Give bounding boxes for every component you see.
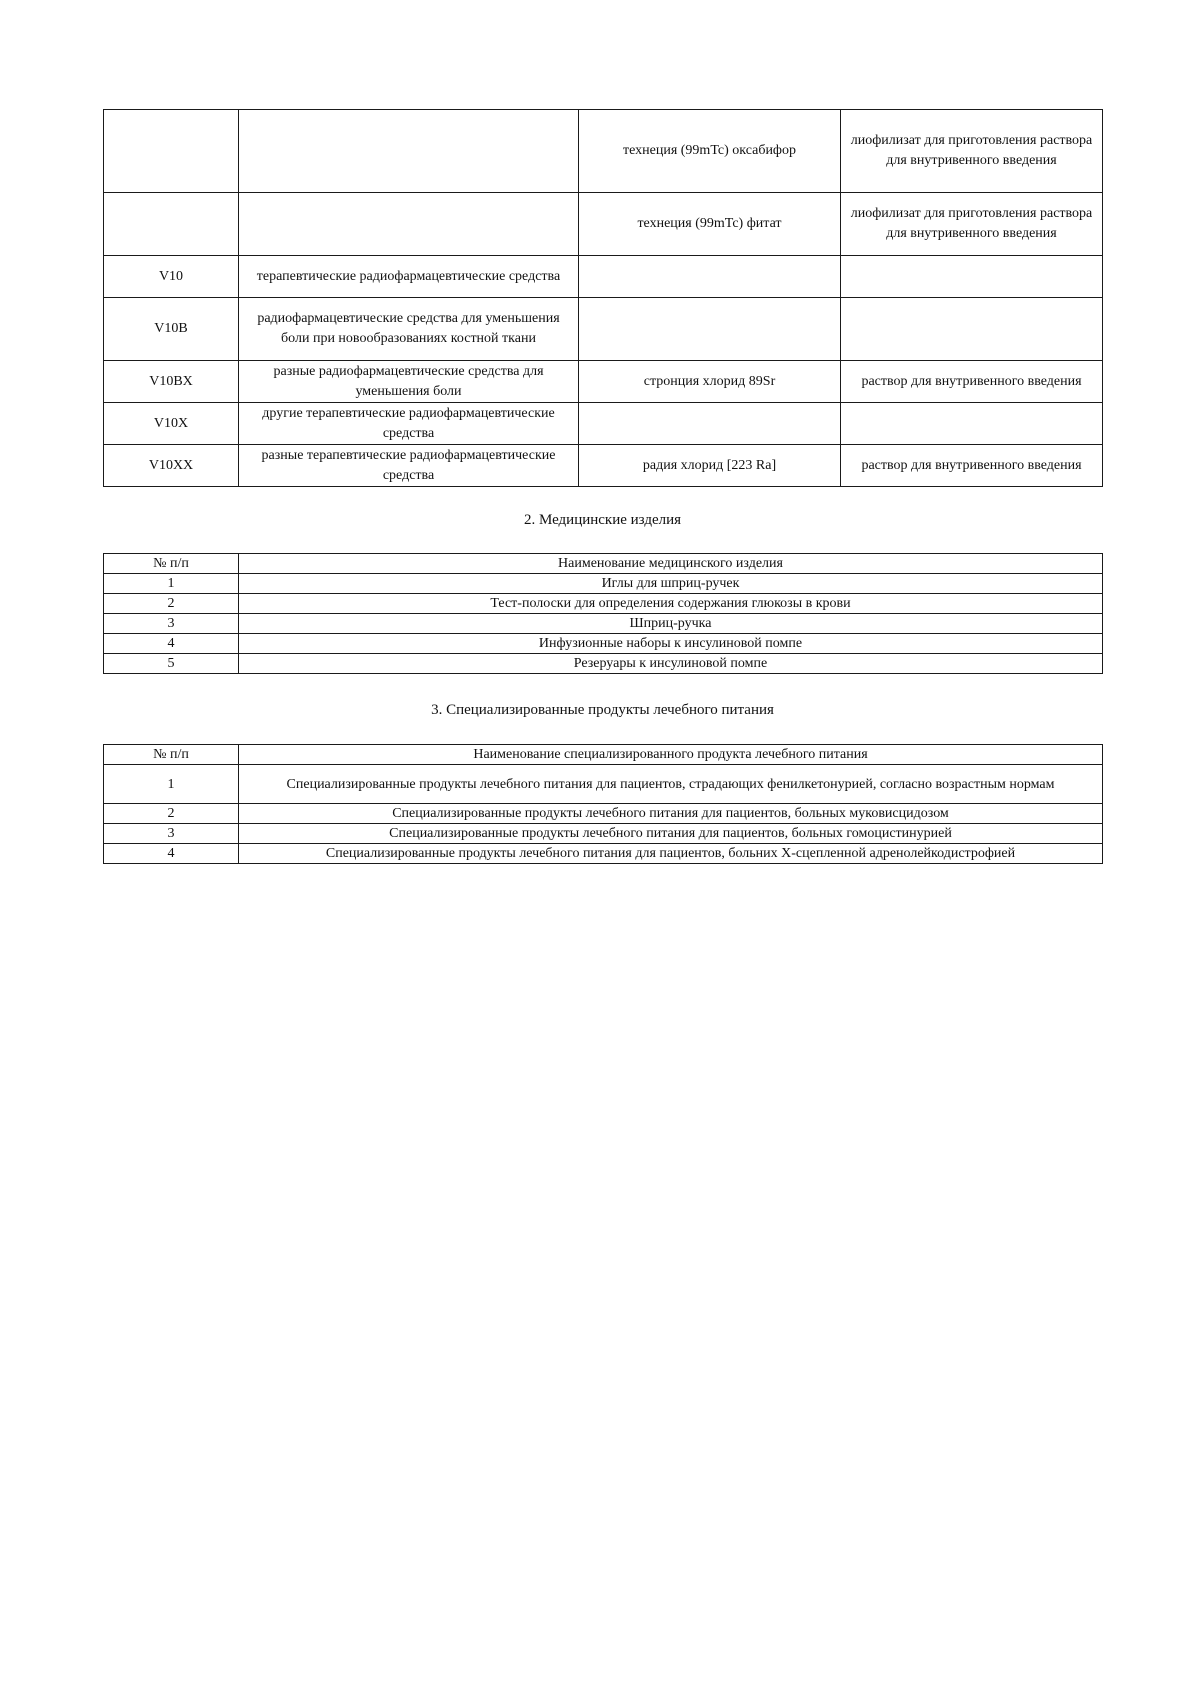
item-name-cell: Иглы для шприц-ручек — [239, 574, 1103, 594]
table-row — [104, 614, 1103, 634]
row-number-cell: 2 — [104, 594, 239, 614]
group-name-cell — [239, 193, 579, 256]
dosage-form-cell: раствор для внутривенного введения — [841, 445, 1103, 487]
dosage-form-cell — [841, 256, 1103, 298]
row-number-cell: 5 — [104, 654, 239, 674]
item-name-cell: Специализированные продукты лечебного питания для пациентов, страдающих фенилкетонурией, согласно возрастным нормам — [239, 765, 1103, 804]
drug-name-cell: радия хлорид [223 Ra] — [579, 445, 841, 487]
table-row — [104, 634, 1103, 654]
dosage-form-cell: раствор для внутривенного введения — [841, 361, 1103, 403]
table-row — [104, 765, 1103, 804]
nutrition-products-table — [103, 744, 1103, 864]
row-number-cell: 1 — [104, 574, 239, 594]
drug-name-cell: технеция (99mTc) фитат — [579, 193, 841, 256]
atc-code-cell: V10 — [104, 256, 239, 298]
column-header-number: № п/п — [104, 745, 239, 765]
atc-code-cell: V10XX — [104, 445, 239, 487]
table-row — [104, 844, 1103, 864]
item-name-cell: Шприц-ручка — [239, 614, 1103, 634]
row-number-cell: 3 — [104, 824, 239, 844]
table-row — [104, 445, 1103, 487]
item-name-cell: Специализированные продукты лечебного питания для пациентов, больных муковисцидозом — [239, 804, 1103, 824]
group-name-cell: другие терапевтические радиофармацевтические средства — [239, 403, 579, 445]
medical-devices-table — [103, 553, 1103, 674]
drug-table — [103, 109, 1103, 487]
section-title-nutrition-products: 3. Специализированные продукты лечебного питания — [431, 702, 774, 718]
row-number-cell: 4 — [104, 634, 239, 654]
drug-name-cell: технеция (99mTc) оксабифор — [579, 110, 841, 193]
table-row — [104, 654, 1103, 674]
row-number-cell: 1 — [104, 765, 239, 804]
group-name-cell — [239, 110, 579, 193]
group-name-cell: радиофармацевтические средства для уменьшения боли при новообразованиях костной ткани — [239, 298, 579, 361]
table-row — [104, 804, 1103, 824]
atc-code-cell — [104, 193, 239, 256]
column-header-number: № п/п — [104, 554, 239, 574]
table-row — [104, 361, 1103, 403]
atc-code-cell: V10BX — [104, 361, 239, 403]
drug-name-cell: стронция хлорид 89Sr — [579, 361, 841, 403]
atc-code-cell: V10B — [104, 298, 239, 361]
table-row — [104, 403, 1103, 445]
column-header-name: Наименование специализированного продукта лечебного питания — [239, 745, 1103, 765]
table-row — [104, 824, 1103, 844]
row-number-cell: 2 — [104, 804, 239, 824]
group-name-cell: разные терапевтические радиофармацевтические средства — [239, 445, 579, 487]
dosage-form-cell — [841, 298, 1103, 361]
table-row — [104, 193, 1103, 256]
drug-name-cell — [579, 298, 841, 361]
item-name-cell: Специализированные продукты лечебного питания для пациентов, больних X-сцепленной адренолейкодистрофией — [239, 844, 1103, 864]
row-number-cell: 3 — [104, 614, 239, 634]
table-row — [104, 298, 1103, 361]
dosage-form-cell: лиофилизат для приготовления раствора для внутривенного введения — [841, 193, 1103, 256]
dosage-form-cell: лиофилизат для приготовления раствора для внутривенного введения — [841, 110, 1103, 193]
row-number-cell: 4 — [104, 844, 239, 864]
section-title-medical-devices: 2. Медицинские изделия — [523, 512, 682, 528]
table-header-row — [104, 554, 1103, 574]
drug-name-cell — [579, 403, 841, 445]
group-name-cell: терапевтические радиофармацевтические средства — [239, 256, 579, 298]
table-row — [104, 110, 1103, 193]
table-row — [104, 256, 1103, 298]
dosage-form-cell — [841, 403, 1103, 445]
atc-code-cell: V10X — [104, 403, 239, 445]
atc-code-cell — [104, 110, 239, 193]
item-name-cell: Тест-полоски для определения содержания глюкозы в крови — [239, 594, 1103, 614]
item-name-cell: Специализированные продукты лечебного питания для пациентов, больных гомоцистинурией — [239, 824, 1103, 844]
table-row — [104, 594, 1103, 614]
group-name-cell: разные радиофармацевтические средства для уменьшения боли — [239, 361, 579, 403]
table-row — [104, 574, 1103, 594]
drug-name-cell — [579, 256, 841, 298]
item-name-cell: Резеруары к инсулиновой помпе — [239, 654, 1103, 674]
column-header-name: Наименование медицинского изделия — [239, 554, 1103, 574]
table-header-row — [104, 745, 1103, 765]
item-name-cell: Инфузионные наборы к инсулиновой помпе — [239, 634, 1103, 654]
